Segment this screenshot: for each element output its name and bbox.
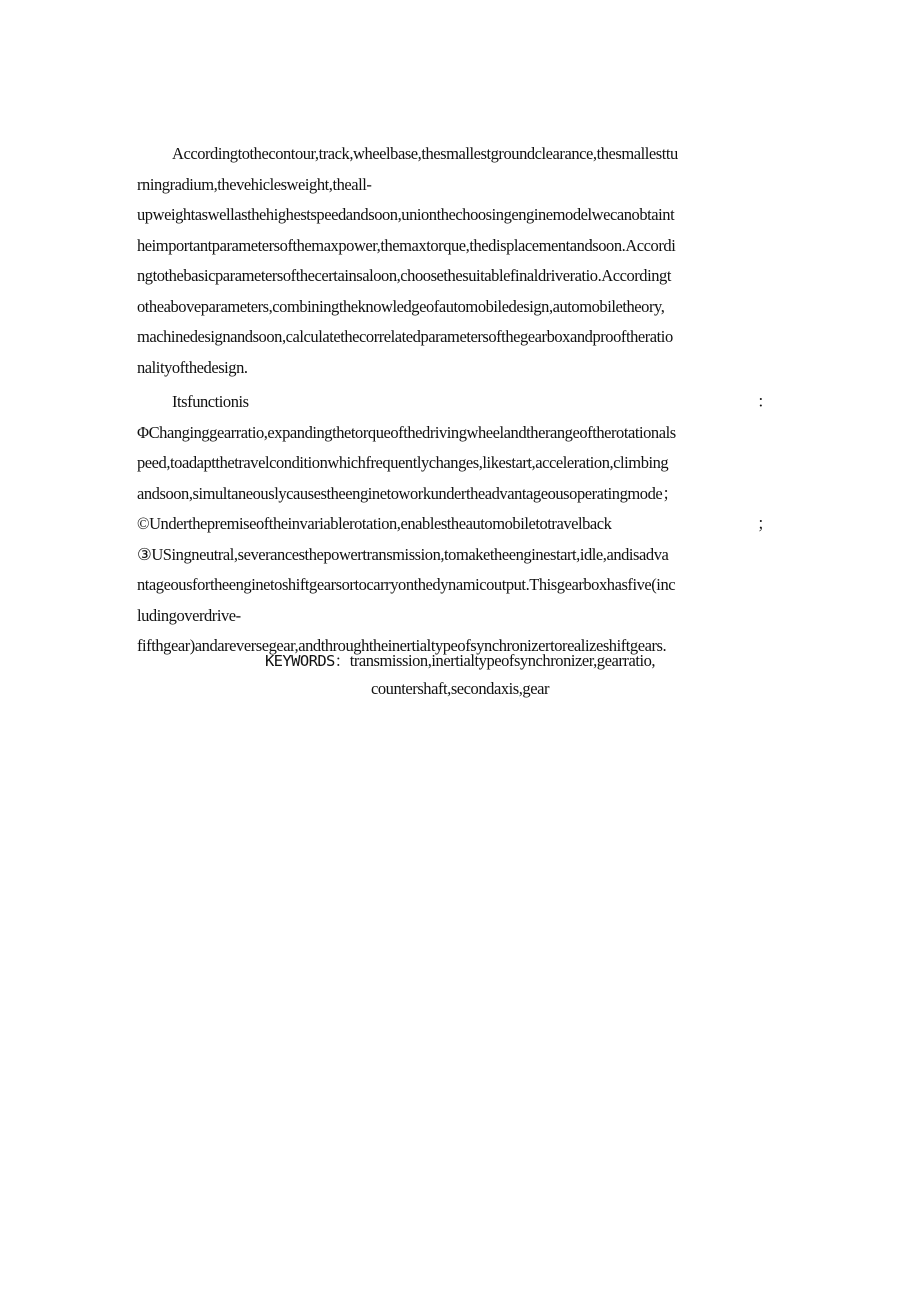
function-line: andsoon,simultaneouslycausestheenginetoworkundertheadvantageousoperatingmode； <box>137 483 679 503</box>
function-line: peed,toadaptthetravelconditionwhichfrequentlychanges,likestart,acceleration,climbing <box>137 453 669 472</box>
neutral-line: ntageousfortheenginetoshiftgearsortocarryonthedynamicoutput.Thisgearboxhasfive(inc <box>137 575 676 594</box>
paragraph-line: otheaboveparameters,combiningtheknowledgeofautomobiledesign,automobiletheory, <box>137 296 665 316</box>
paragraph-line: nalityofthedesign. <box>137 357 248 377</box>
keywords-text-1: transmission,inertialtypeofsynchronizer,gearratio, <box>349 651 656 670</box>
function-intro-colon: ： <box>756 392 773 411</box>
keywords-line-2: countershaft,secondaxis,gear <box>371 679 549 698</box>
paragraph-line: machinedesignandsoon,calculatethecorrelatedparametersofthegearboxandprooftheratio <box>137 327 673 346</box>
paragraph-line: upweightaswellasthehighestspeedandsoon,unionthechoosingenginemodelwecanobtaint <box>137 205 675 224</box>
paragraph-line: heimportantparametersofthemaxpower,themaxtorque,thedisplacementandsoon.Accordi <box>137 235 676 255</box>
keywords-section <box>0 647 920 702</box>
paragraph-line: rningradium,thevehiclesweight,theall- <box>137 174 372 194</box>
keywords-label: KEYWORDS： <box>264 652 350 670</box>
reverse-line <box>137 509 785 540</box>
function-intro-text: Itsfunctionis <box>172 392 249 411</box>
paragraph-line: ngtothebasicparametersofthecertainsaloon,choosethesuitablefinaldriveratio.Accordingt <box>137 266 671 285</box>
keywords-line-1 <box>0 647 920 675</box>
reverse-line-text: ©Underthepremiseoftheinvariablerotation,enablestheautomobiletotravelback <box>137 514 612 533</box>
function-intro-line <box>137 387 785 418</box>
neutral-line: fifthgear)andareversegear,andthroughtheinertialtypeofsynchronizertorealizeshiftgears. <box>137 636 667 655</box>
abstract-body <box>137 139 785 662</box>
function-line: ΦChanginggearratio,expandingthetorqueofthedrivingwheelandtherangeoftherotationals <box>137 422 676 442</box>
paragraph-line: Accordingtothecontour,track,wheelbase,thesmallestgroundclearance,thesmallesttu <box>172 144 678 163</box>
neutral-line: ludingoverdrive- <box>137 605 241 625</box>
reverse-line-semicolon: ； <box>756 514 773 533</box>
neutral-line: ③USingneutral,severancesthepowertransmission,tomaketheenginestart,idle,andisadva <box>137 544 669 564</box>
